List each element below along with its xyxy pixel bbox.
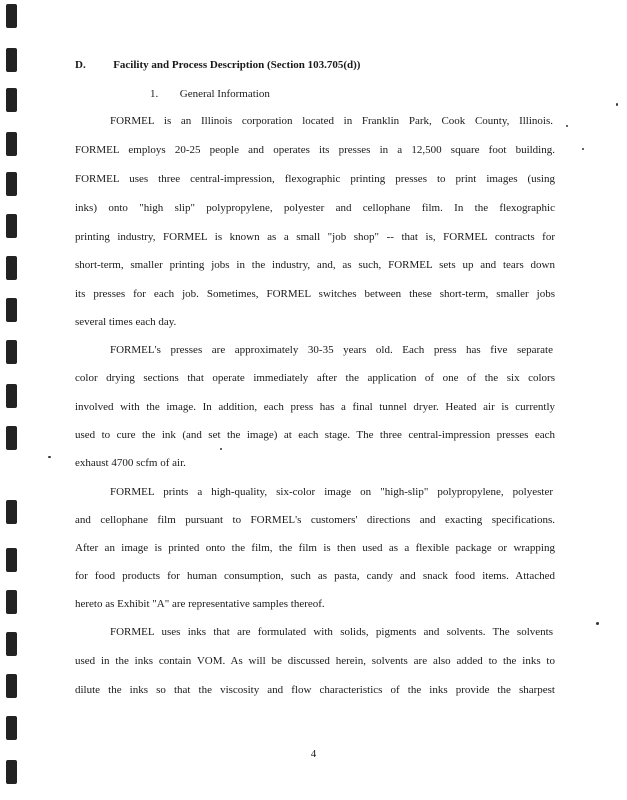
subsection-number: 1. [150,88,159,100]
paragraph-line: dilute the inks so that the viscosity and flow characteristics of the inks provide the sharpest [75,684,555,696]
section-letter: D. [75,59,86,71]
paragraph-line: exhaust 4700 scfm of air. [75,457,186,469]
subsection-heading [150,88,627,101]
paragraph-line: After an image is printed onto the film, the film is then used as a flexible package or wrapping [75,542,555,554]
paragraph-line: FORMEL's presses are approximately 30-35 years old. Each press has five separate [110,344,553,356]
paragraph-line: FORMEL is an Illinois corporation located in Franklin Park, Cook County, Illinois. [110,115,553,127]
paragraph-line: printing industry, FORMEL is known as a small "job shop" -- that is, FORMEL contracts for [75,231,555,243]
paragraph-line: and cellophane film pursuant to FORMEL's customers' directions and exacting specifications. [75,514,555,526]
paragraph-line: several times each day. [75,316,177,328]
paragraph-line: color drying sections that operate immediately after the application of one of the six colors [75,372,555,384]
paragraph-line: FORMEL employs 20-25 people and operates its presses in a 12,500 square foot building. [75,144,555,156]
paragraph-line: FORMEL uses inks that are formulated with solids, pigments and solvents. The solvents [110,626,553,638]
paragraph-line: for food products for human consumption, such as pasta, candy and snack food items. Attached [75,570,555,582]
paragraph-line: used to cure the ink (and set the image) at each stage. The three central-impression presses each [75,429,555,441]
page-number: 4 [310,748,317,760]
paragraph-line: its presses for each job. Sometimes, FORMEL switches between these short-term, smaller jobs [75,288,555,300]
paragraph-line: involved with the image. In addition, each press has a final tunnel dryer. Heated air is currently [75,401,555,413]
section-heading [75,59,555,72]
paragraph-line: hereto as Exhibit "A" are representative samples thereof. [75,598,325,610]
subsection-title: General Information [179,88,270,100]
paragraph-line: FORMEL prints a high-quality, six-color image on "high-slip" polypropylene, polyester [110,486,553,498]
section-title: Facility and Process Description (Section 103.705(d)) [113,59,361,71]
paragraph-line: FORMEL uses three central-impression, flexographic printing presses to print images (using [75,173,555,185]
paragraph-line: short-term, smaller printing jobs in the industry, and, as such, FORMEL sets up and tears down [75,259,555,271]
paragraph-line: inks) onto "high slip" polypropylene, polyester and cellophane film. In the flexographic [75,202,555,214]
paragraph-line: used in the inks contain VOM. As will be discussed herein, solvents are also added to the inks to [75,655,555,667]
